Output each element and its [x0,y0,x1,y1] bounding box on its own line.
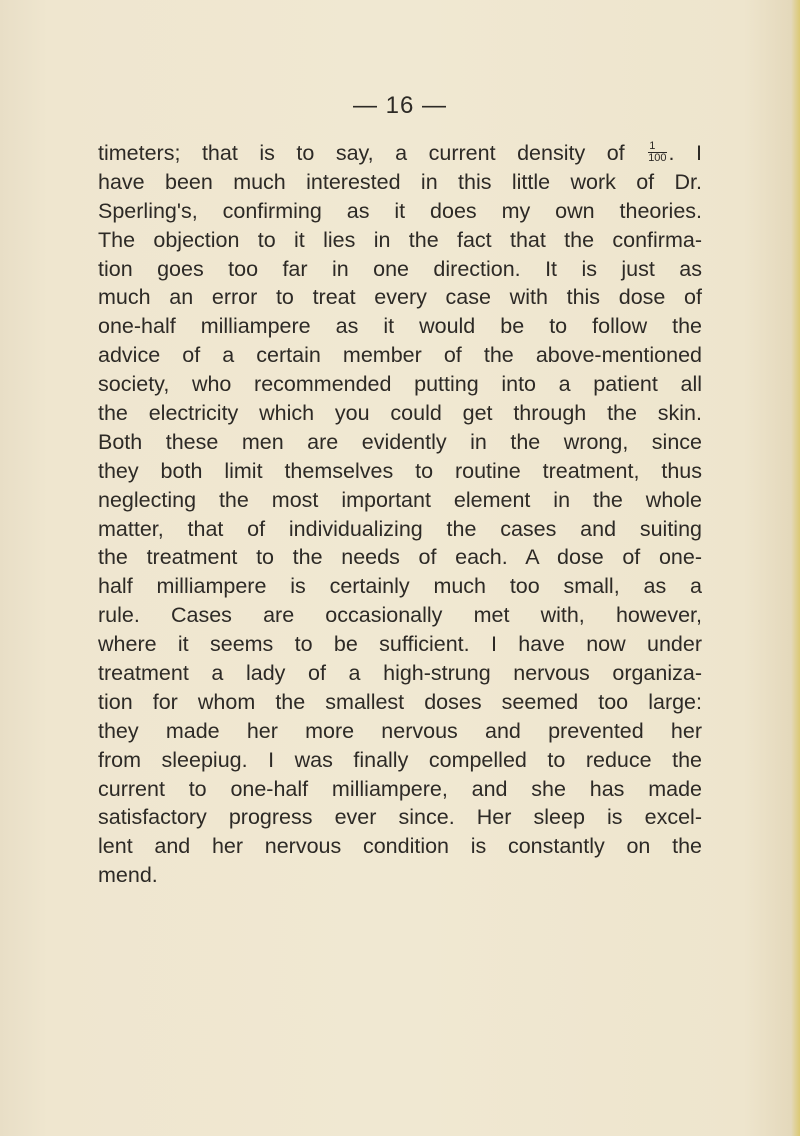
text-line: matter, that of individualizing the cases and suiting [98,516,702,541]
text-line: they both limit themselves to routine treatment, thus [98,458,702,483]
page-number: — 16 — [352,92,448,119]
text-line: the treatment to the needs of each. A dose of one- [98,545,702,570]
text-line: rule. Cases are occasionally met with, however, [98,603,702,628]
text-line [98,139,702,168]
text-line: they made her more nervous and prevented her [98,718,702,743]
text-line: the electricity which you could get through the skin. [98,401,702,426]
text-line: The objection to it lies in the fact that the confirma- [98,227,702,252]
text-line: one-half milliampere as it would be to follow the [98,314,702,339]
text-line: mend. [98,863,158,888]
page-edge [791,0,800,1136]
text-line: tion goes too far in one direction. It is just as [98,256,702,281]
text-line: society, who recommended putting into a patient all [98,372,702,397]
text-line-end: . I [668,141,703,165]
text-line: Sperling's, confirming as it does my own theories. [98,198,702,223]
text-line: satisfactory progress ever since. Her sleep is excel- [98,805,702,830]
fraction-numerator: 1 [648,141,666,153]
text-line: from sleepiug. I was finally compelled to reduce the [98,747,702,772]
text-line: tion for whom the smallest doses seemed too large: [98,689,702,714]
text-line: treatment a lady of a high-strung nervous organiza- [98,661,702,686]
fraction-denominator: 100 [648,151,667,164]
text-line: much an error to treat every case with this dose of [98,285,702,310]
fraction [648,141,666,164]
text-line: have been much interested in this little work of Dr. [98,169,702,194]
text-line: neglecting the most important element in the whole [98,487,702,512]
text-line: current to one-half milliampere, and she has made [98,776,702,801]
text-line: lent and her nervous condition is constantly on the [98,834,702,859]
text-line: advice of a certain member of the above-mentioned [98,343,702,368]
text-line: Both these men are evidently in the wrong, since [98,429,702,454]
text-line: half milliampere is certainly much too small, as a [98,574,702,599]
text-line: where it seems to be sufficient. I have now under [98,632,702,657]
text-line-start: timeters; that is to say, a current density of [98,141,625,165]
body-text [98,139,702,890]
